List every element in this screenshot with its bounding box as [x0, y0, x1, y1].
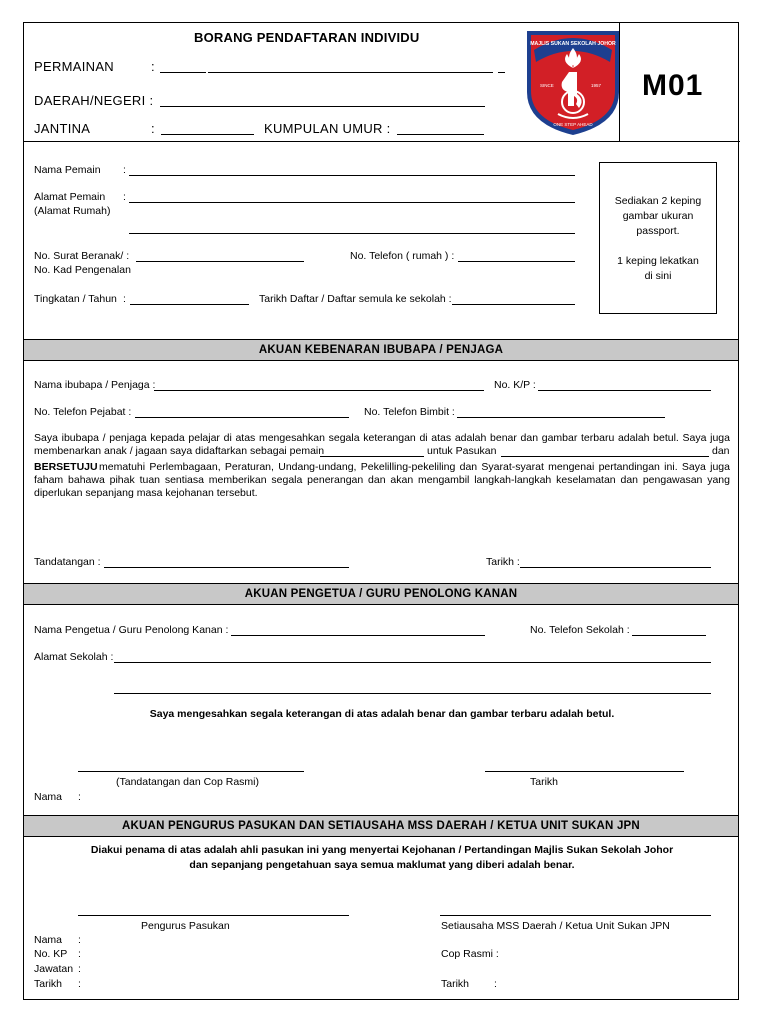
- team-statement-1: Diakui penama di atas adalah ahli pasukan ini yang menyertai Kejohanan / Pertandingan Majlis Sukan Sekolah Johor: [90, 844, 674, 856]
- tingkatan-colon: :: [123, 293, 126, 305]
- parent-declaration-para-2: mematuhi Perlembagaan, Peraturan, Undang-undang, Pekelilling-pekeliling dan Syarat-syarat mengenai pertandingan ini. Saya juga faham bahawa pihak tuan sentiasa memberikan segala penerangan dan akan mengambil langkah-langkah keselamatan dan pengawasan yang diperlukan sepanjang masa kejohanan tersebut.: [34, 461, 730, 499]
- tel-bimbit-field[interactable]: [457, 417, 665, 418]
- permainan-colon: :: [151, 59, 155, 74]
- tingkatan-field[interactable]: [130, 304, 249, 305]
- logo-since: SINCE: [540, 83, 554, 88]
- permainan-field[interactable]: [160, 72, 206, 73]
- kumpulan-umur-label: KUMPULAN UMUR :: [264, 121, 391, 136]
- jantina-field[interactable]: [161, 134, 254, 135]
- pengurus-signature-field[interactable]: [78, 915, 349, 916]
- alamat-pemain-sublabel: (Alamat Rumah): [34, 205, 111, 217]
- alamat-sekolah-field-1[interactable]: [114, 662, 711, 663]
- cop-rasmi-label: Cop Rasmi :: [441, 948, 499, 960]
- tel-pejabat-field[interactable]: [135, 417, 349, 418]
- daerah-label: DAERAH/NEGERI :: [34, 93, 154, 108]
- nama-ibubapa-label: Nama ibubapa / Penjaga :: [34, 379, 156, 391]
- team-tarikh-label: Tarikh: [34, 978, 63, 990]
- team-nokp-colon: :: [78, 948, 81, 960]
- kumpulan-umur-field[interactable]: [397, 134, 484, 135]
- tel-sekolah-field[interactable]: [632, 635, 706, 636]
- header-divider: [619, 23, 620, 141]
- photo-box-line5: di sini: [644, 270, 672, 282]
- alamat-sekolah-label: Alamat Sekolah :: [34, 651, 114, 663]
- parent-date-field[interactable]: [520, 567, 711, 568]
- form-title: BORANG PENDAFTARAN INDIVIDU: [194, 30, 420, 45]
- nama-ibubapa-field[interactable]: [154, 390, 484, 391]
- team-section-heading: AKUAN PENGURUS PASUKAN DAN SETIAUSAHA MSS DAERAH / KETUA UNIT SUKAN JPN: [24, 815, 738, 837]
- team-nama-label: Nama: [34, 934, 63, 946]
- bersetuju-label: BERSETUJU: [34, 461, 98, 473]
- alamat-pemain-field-1[interactable]: [129, 202, 575, 203]
- alamat-pemain-colon: :: [123, 191, 126, 203]
- form-code: M01: [642, 69, 704, 102]
- pengurus-label: Pengurus Pasukan: [141, 920, 230, 932]
- telefon-rumah-field[interactable]: [458, 261, 575, 262]
- principal-signature-label: (Tandatangan dan Cop Rasmi): [116, 776, 260, 788]
- setiausaha-label: Setiausaha MSS Daerah / Ketua Unit Sukan JPN: [441, 920, 670, 932]
- team-jawatan-label: Jawatan: [34, 963, 74, 975]
- principal-section-heading: AKUAN PENGETUA / GURU PENOLONG KANAN: [24, 583, 738, 605]
- jantina-colon: :: [151, 121, 155, 136]
- photo-box-line3: passport.: [636, 225, 680, 237]
- nama-pemain-colon: :: [123, 164, 126, 176]
- nama-pengetua-label: Nama Pengetua / Guru Penolong Kanan :: [34, 624, 229, 636]
- nama-pemain-label: Nama Pemain: [34, 164, 101, 176]
- principal-date-field[interactable]: [485, 771, 684, 772]
- dan-label: dan: [712, 445, 730, 457]
- parent-signature-label: Tandatangan :: [34, 556, 101, 568]
- parent-section-heading: AKUAN KEBENARAN IBUBAPA / PENJAGA: [24, 339, 738, 361]
- parent-signature-field[interactable]: [104, 567, 349, 568]
- nokp-ibubapa-field[interactable]: [538, 390, 711, 391]
- permainan-field-extended[interactable]: [208, 72, 493, 73]
- telefon-rumah-label: No. Telefon ( rumah ) :: [350, 250, 455, 262]
- photo-box[interactable]: [599, 162, 717, 314]
- tarikh-daftar-field[interactable]: [452, 304, 575, 305]
- daerah-field[interactable]: [160, 106, 485, 107]
- surat-beranak-label: No. Surat Beranak/ :: [34, 250, 130, 262]
- logo-year: 1957: [591, 83, 602, 88]
- alamat-pemain-label: Alamat Pemain: [34, 191, 106, 203]
- principal-date-label: Tarikh: [530, 776, 559, 788]
- mss-johor-logo: [524, 28, 622, 137]
- tingkatan-label: Tingkatan / Tahun: [34, 293, 117, 305]
- surat-beranak-field[interactable]: [136, 261, 304, 262]
- principal-statement: Saya mengesahkan segala keterangan di atas adalah benar dan gambar terbaru adalah betul.: [149, 708, 615, 720]
- tel-bimbit-label: No. Telefon Bimbit :: [364, 406, 455, 418]
- logo-arc-text: MAJLIS SUKAN SEKOLAH JOHOR: [530, 41, 616, 47]
- team-statement-2: dan sepanjang pengetahuan saya semua maklumat yang diberi adalah benar.: [189, 859, 575, 871]
- registration-form: [23, 22, 739, 1000]
- team-tarikh-right-colon: :: [494, 978, 497, 990]
- alamat-sekolah-field-2[interactable]: [114, 693, 711, 694]
- pasukan-field[interactable]: [501, 456, 709, 457]
- team-nama-colon: :: [78, 934, 81, 946]
- photo-box-line1: Sediakan 2 keping: [614, 195, 702, 207]
- principal-nama-label: Nama: [34, 791, 63, 803]
- tel-sekolah-label: No. Telefon Sekolah :: [530, 624, 630, 636]
- nama-pemain-field[interactable]: [129, 175, 575, 176]
- logo-motto: ONE STEP AHEAD: [553, 122, 593, 127]
- parent-declaration-para-1: Saya ibubapa / penjaga kepada pelajar di atas mengesahkan segala keterangan di atas adalah benar dan gambar terbaru adalah betul. Saya juga membenarkan anak / jagaan saya didaftarkan sebagai pemain: [34, 432, 730, 457]
- team-jawatan-colon: :: [78, 963, 81, 975]
- team-tarikh-right-label: Tarikh: [441, 978, 470, 990]
- parent-date-label: Tarikh :: [486, 556, 520, 568]
- pemain-game-field[interactable]: [320, 456, 424, 457]
- principal-nama-colon: :: [78, 791, 81, 803]
- jantina-label: JANTINA: [34, 121, 91, 136]
- header-bottom-border: [24, 141, 740, 142]
- untuk-pasukan-label: untuk Pasukan: [427, 445, 497, 457]
- header-section: [24, 23, 740, 141]
- nama-pengetua-field[interactable]: [231, 635, 485, 636]
- team-tarikh-colon: :: [78, 978, 81, 990]
- tel-pejabat-label: No. Telefon Pejabat :: [34, 406, 132, 418]
- team-nokp-label: No. KP: [34, 948, 68, 960]
- photo-box-line2: gambar ukuran: [622, 210, 694, 222]
- tarikh-daftar-label: Tarikh Daftar / Daftar semula ke sekolah :: [259, 293, 452, 305]
- setiausaha-signature-field[interactable]: [440, 915, 711, 916]
- photo-box-line4: 1 keping lekatkan: [617, 255, 699, 267]
- alamat-pemain-field-2[interactable]: [129, 233, 575, 234]
- kad-pengenalan-label: No. Kad Pengenalan: [34, 264, 131, 276]
- nokp-ibubapa-label: No. K/P :: [494, 379, 536, 391]
- permainan-field-tail[interactable]: [498, 72, 505, 73]
- permainan-label: PERMAINAN: [34, 59, 114, 74]
- principal-signature-field[interactable]: [78, 771, 304, 772]
